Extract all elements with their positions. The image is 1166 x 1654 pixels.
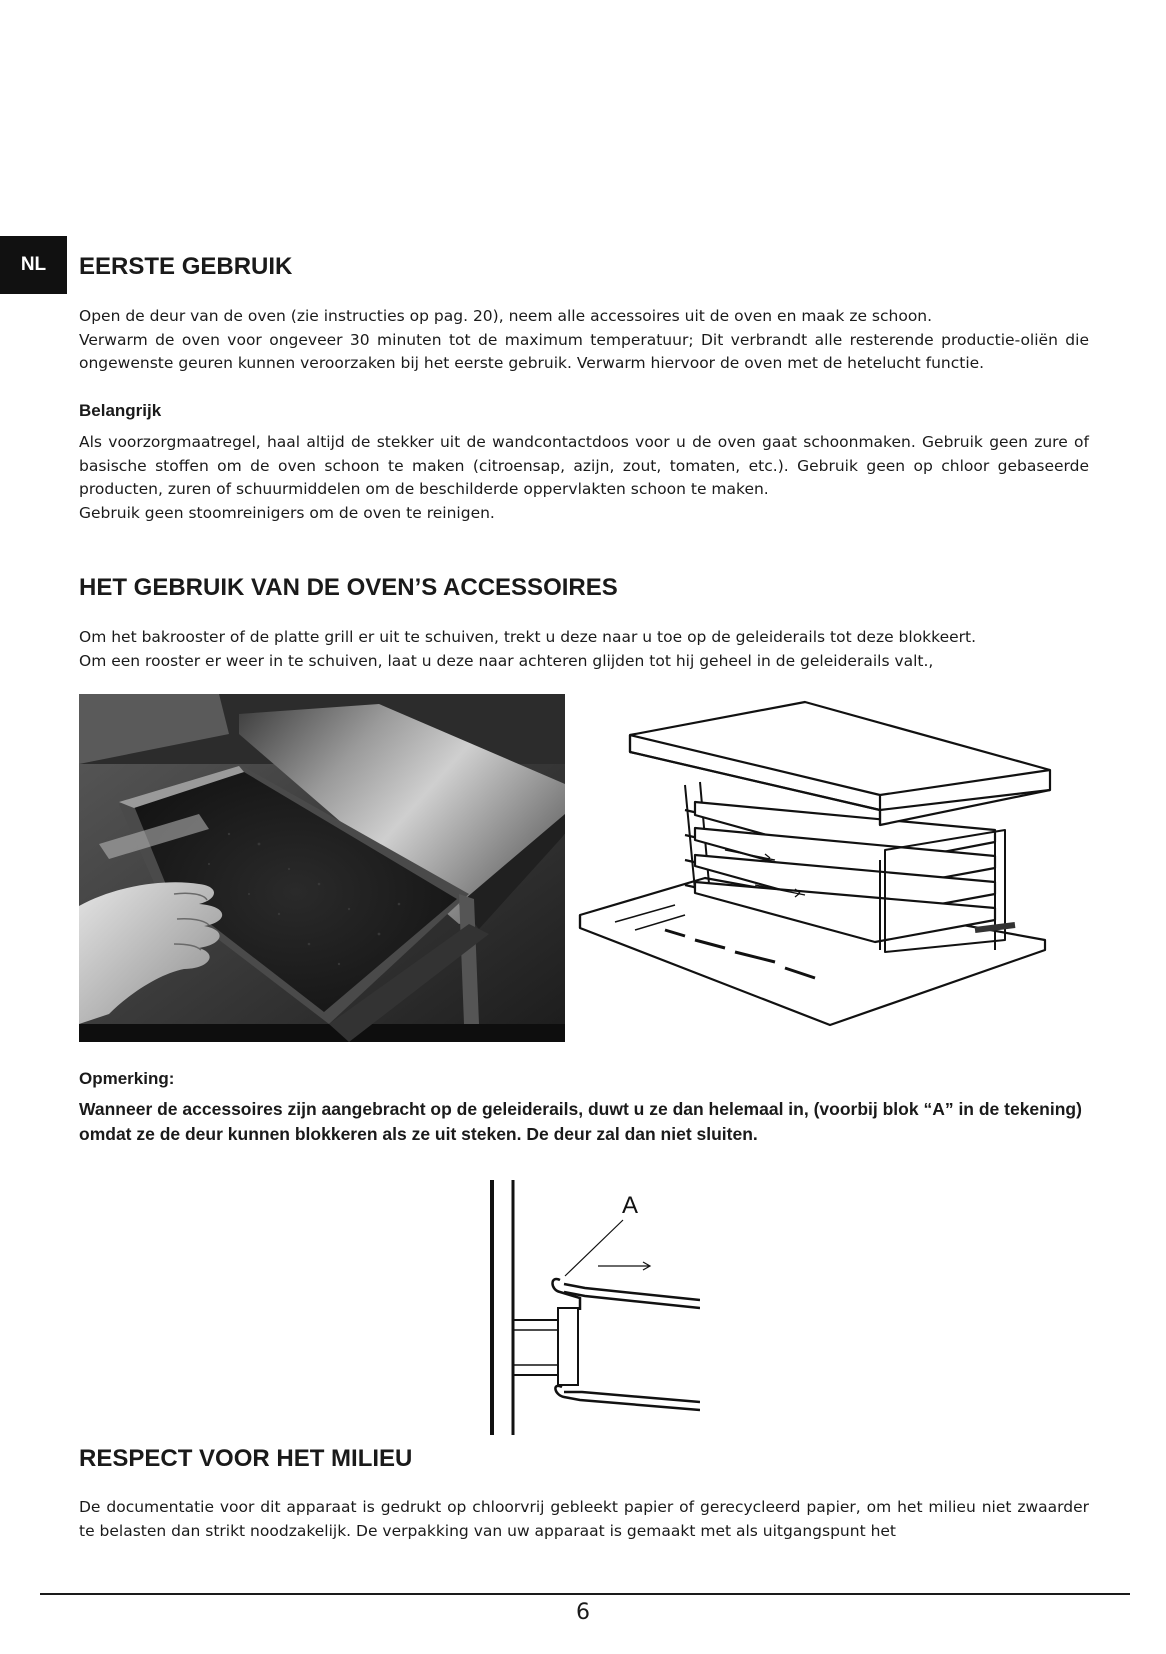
important-paragraph [79, 431, 1089, 525]
accessories-paragraph [79, 626, 1089, 673]
language-code: NL [20, 254, 47, 275]
oven-tray-photo [79, 694, 565, 1042]
important-heading: Belangrijk [79, 401, 162, 420]
section-title-accessoires: HET GEBRUIK VAN DE OVEN’S ACCESSOIRES [79, 574, 618, 601]
important-text-2: Gebruik geen stoomreinigers om de oven te reinigen. [79, 503, 495, 522]
accessories-line-2: Om een rooster er weer in te schuiven, laat u deze naar achteren glijden tot hij geheel in de geleiderails valt., [79, 651, 934, 670]
section-title-milieu: RESPECT VOOR HET MILIEU [79, 1445, 413, 1472]
language-tab [0, 236, 67, 294]
note-heading: Opmerking: [79, 1069, 175, 1088]
footer-divider [40, 1593, 1130, 1595]
oven-rack-rails-drawing [575, 690, 1075, 1048]
note-text: Wanneer de accessoires zijn aangebracht op de geleiderails, duwt u ze dan helemaal in, (voorbij blok “A” in de tekening) omdat ze de deur kunnen blokkeren als ze uit steken. De deur zal dan niet sluiten. [79, 1099, 1082, 1144]
important-text-1: Als voorzorgmaatregel, haal altijd de stekker uit de wandcontactdoos voor u de oven gaat schoonmaken. Gebruik geen zure of basische stoffen om de oven schoon te maken (citroensap, azijn, zout, tomaten, etc.). Gebruik geen op chloor gebaseerde producten, zuren of schuurmiddelen om de beschilderde oppervlakten schoon te maken. [79, 433, 1089, 498]
environment-paragraph: De documentatie voor dit apparaat is gedrukt op chloorvrij gebleekt papier of gerecycleerd papier, om het milieu niet zwaarder te belasten dan strikt noodzakelijk. De verpakking van uw apparaat is gemaakt met als uitgangspunt het [79, 1498, 1089, 1540]
accessories-line-1: Om het bakrooster of de platte grill er uit te schuiven, trekt u deze naar u toe op de geleiderails tot deze blokkeert. [79, 628, 977, 646]
intro-line-2: Verwarm de oven voor ongeveer 30 minuten tot de maximum temperatuur; Dit verbrandt alle resterende productie-oliën die ongewenste geuren kunnen veroorzaken bij het eerste gebruik. Verwarm hiervoor de oven met de hetelucht functie. [79, 330, 1089, 372]
intro-paragraph [79, 305, 1089, 376]
rail-block-a-detail-drawing [480, 1180, 700, 1435]
section-title-eerste-gebruik: EERSTE GEBRUIK [79, 253, 293, 280]
page-number: 6 [576, 1600, 590, 1625]
block-a-label: A [622, 1192, 639, 1219]
intro-line-1: Open de deur van de oven (zie instructies op pag. 20), neem alle accessoires uit de oven en maak ze schoon. [79, 307, 933, 325]
